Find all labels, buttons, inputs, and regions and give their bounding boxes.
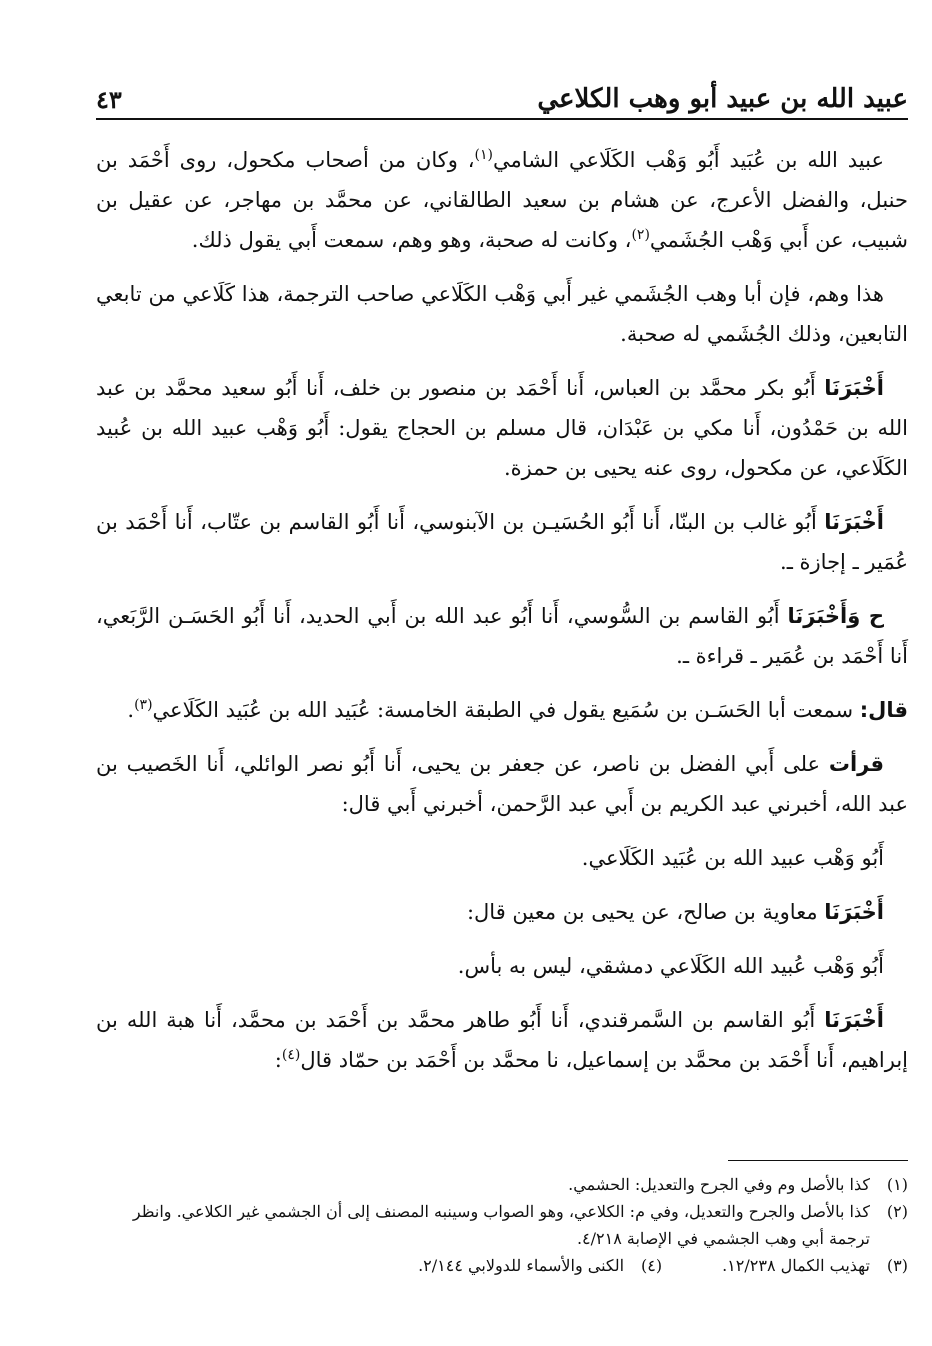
paragraph-text: عبيد الله بن عُبَيد أَبُو وَهْب الكَلَاعي الشامي [493,148,884,172]
paragraph [96,140,908,260]
running-header [96,80,908,120]
running-title: عبيد الله بن عبيد أبو وهب الكلاعي [537,84,908,114]
footnote-ref: (٢) [631,227,650,243]
paragraph-text: أَبُو القاسم بن السَّمرقندي، أَنا أَبُو طاهر محمَّد بن أَحْمَد بن محمَّد، أَنا هبة الله بن إبراهيم، أَنا أَحْمَد بن محمَّد بن إسماعيل، نا محمَّد بن أَحْمَد بن حمّاد قال [96,1008,908,1072]
footnote-ref: (١) [474,147,494,163]
paragraph-text: ، وكان من أصحاب مكحول، روى أَحْمَد بن حنبل، والفضل الأعرج، عن هشام بن سعيد الطالقاني، عن محمَّد بن مهاجر، عن عقيل بن شبيب، عن أَبي وَهْب الجُشَمي [96,148,908,252]
paragraph [96,838,908,878]
paragraph-text: أَبُو غالب بن البنّا، أَنا أَبُو الحُسَيـن بن الآبنوسي، أَنا أَبُو القاسم بن عتّاب، أَنا أَحْمَد بن عُمَير ـ إجازة ـ. [96,510,908,574]
footnote-number: (٤) [640,1256,663,1275]
paragraph-text: معاوية بن صالح، عن يحيى بن معين قال: [466,900,825,924]
main-text [96,140,908,1094]
footnote-number: (٢) [886,1202,908,1221]
lead-word: أَخْبَرَنَا [824,510,884,534]
footnote [418,1252,662,1279]
footnote [96,1171,908,1198]
footnote-ref: (٤) [281,1047,301,1063]
footnote-ref: (٣) [134,697,153,713]
footnote-text: تهذيب الكمال ١٢/٢٣٨. [722,1256,870,1275]
footnote-number: (٣) [886,1256,908,1275]
footnote [722,1252,908,1279]
footnote-divider [728,1160,908,1161]
paragraph-text: : [274,1048,282,1072]
paragraph [96,368,908,488]
footnote-text: كذا بالأصل والجرح والتعديل، وفي م: الكلاعي، وهو الصواب وسينبه المصنف إلى أن الجشمي غير الكلاعي. وانظر ترجمة أبي وهب الجشمي في الإصابة ٤/٢١٨. [132,1202,870,1248]
lead-word: أَخْبَرَنَا [824,1008,884,1032]
paragraph [96,274,908,354]
lead-word: ح وَأَخْبَرَنَا [787,604,884,628]
lead-word: قال: [859,698,908,722]
paragraph-text: أَبُو بكر محمَّد بن العباس، أَنا أَحْمَد بن منصور بن خلف، أَنا أَبُو سعيد محمَّد بن عبد الله بن حَمْدُون، أَنا مكي بن عَبْدَان، قال مسلم بن الحجاج يقول: أَبُو وَهْب عبيد الله بن عُبيد الكَلَاعي، عن مكحول، روى عنه يحيى بن حمزة. [96,376,908,480]
paragraph-text: . [127,698,135,722]
paragraph [96,892,908,932]
paragraph [96,596,908,676]
footnote-text: الكنى والأسماء للدولابي ٢/١٤٤. [418,1256,625,1275]
paragraph-text: أَبُو وَهْب عُبيد الله الكَلَاعي دمشقي، ليس به بأس. [457,954,884,978]
lead-word: أَخْبَرَنَا [824,900,884,924]
paragraph-text: سمعت أبا الحَسَـن بن سُمَيع يقول في الطبقة الخامسة: عُبَيد الله بن عُبَيد الكَلَاعي [152,698,860,722]
paragraph-text: أَبُو وَهْب عبيد الله بن عُبَيد الكَلَاعي. [581,846,884,870]
paragraph [96,1000,908,1080]
footnotes [96,1160,908,1279]
footnote-row [96,1252,908,1279]
footnote-text: كذا بالأصل وم وفي الجرح والتعديل: الحشمي. [568,1175,870,1194]
paragraph-text: هذا وهم، فإن أبا وهب الجُشَمي غير أَبي وَهْب الكَلَاعي صاحب الترجمة، هذا كَلَاعي من تابعي التابعين، وذلك الجُشَمي له صحبة. [96,282,908,346]
paragraph-text: على أَبي الفضل بن ناصر، عن جعفر بن يحيى، أَنا أَبُو نصر الوائلي، أَنا الخَصيب بن عبد الله، أخبرني عبد الكريم بن أَبي عبد الرَّحمن، أخبرني أَبي قال: [96,752,908,816]
paragraph [96,946,908,986]
paragraph-text: أَبُو القاسم بن السُّوسي، أَنا أَبُو عبد الله بن أَبي الحديد، أَنا أَبُو الحَسَـن الرَّبَعي، أَنا أَحْمَد بن عُمَير ـ قراءة ـ. [96,604,908,668]
paragraph [96,502,908,582]
paragraph [96,744,908,824]
lead-word: أَخْبَرَنَا [824,376,884,400]
footnote-number: (١) [886,1175,908,1194]
lead-word: قرأت [828,752,884,776]
paragraph-text: ، وكانت له صحبة، وهو وهم، سمعت أَبي يقول ذلك. [191,228,632,252]
paragraph [96,690,908,730]
page-number: ٤٣ [96,85,122,114]
footnote [96,1198,908,1252]
